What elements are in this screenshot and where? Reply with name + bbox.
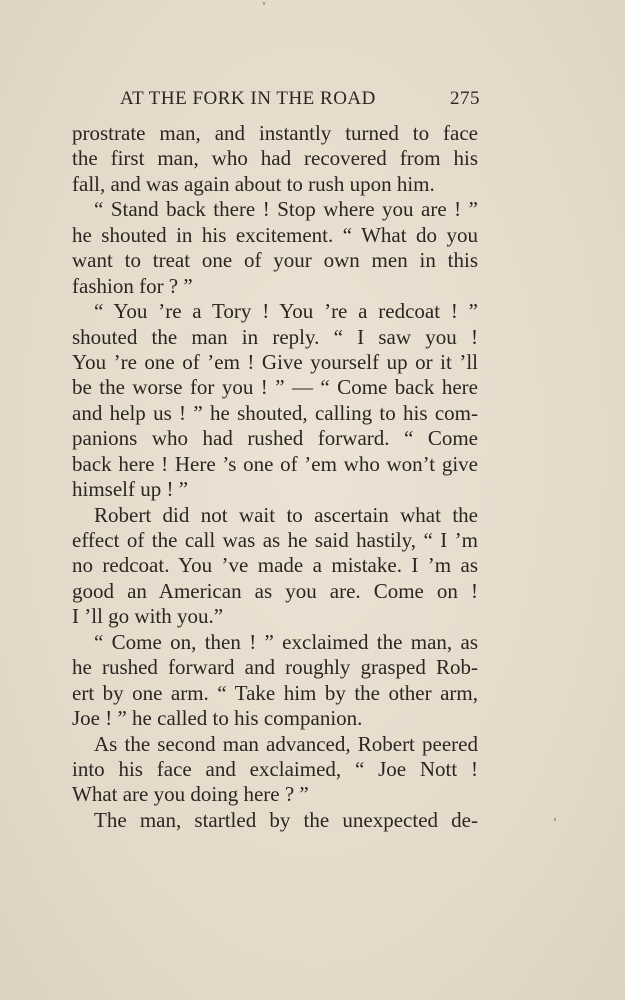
text-line: prostrate man, and instantly turned to face [72,121,478,145]
text-line: he shouted in his excitement. “ What do you [72,222,478,247]
text-line: back here ! Here ’s one of ’em who won’t give [72,451,478,476]
paper-speck [263,2,265,5]
text-line: no redcoat. You ’ve made a mistake. I ’m as [72,553,478,578]
text-line: I ’ll go with you.” [72,604,224,629]
text-line: good an American as you are. Come on ! [72,578,478,603]
text-line: be the worse for you ! ” — “ Come back here [72,375,478,400]
text-line: “ Come on, then ! ” exclaimed the man, as [94,629,478,654]
text-line: As the second man advanced, Robert peered [94,731,478,756]
text-line: ert by one arm. “ Take him by the other arm, [72,680,478,705]
text-line: fall, and was again about to rush upon him. [72,171,435,196]
paper-speck [554,818,556,821]
text-line: effect of the call was as he said hastily, “ I ’m [72,528,478,552]
text-line: The man, startled by the unexpected de- [94,807,478,832]
text-line: into his face and exclaimed, “ Joe Nott ! [72,756,478,781]
chapter-title: AT THE FORK IN THE ROAD [120,88,376,109]
body-text [72,121,478,833]
text-line: You ’re one of ’em ! Give yourself up or it ’ll [72,349,478,374]
text-line: Joe ! ” he called to his companion. [72,706,363,731]
text-line: “ Stand back there ! Stop where you are ! ” [94,197,478,222]
text-line: Robert did not wait to ascertain what the [94,502,478,527]
text-line: himself up ! ” [72,477,189,502]
text-line: and help us ! ” he shouted, calling to his com- [72,400,478,425]
text-line: want to treat one of your own men in this [72,248,478,273]
text-line: the first man, who had recovered from his [72,146,478,171]
running-header [72,88,480,116]
page-number: 275 [450,88,480,109]
text-line: fashion for ? ” [72,273,193,298]
text-line: panions who had rushed forward. “ Come [72,426,478,451]
text-line: What are you doing here ? ” [72,782,309,807]
text-line: he rushed forward and roughly grasped Rob- [72,655,478,680]
text-line: “ You ’re a Tory ! You ’re a redcoat ! ” [94,299,478,324]
text-line: shouted the man in reply. “ I saw you ! [72,324,478,349]
